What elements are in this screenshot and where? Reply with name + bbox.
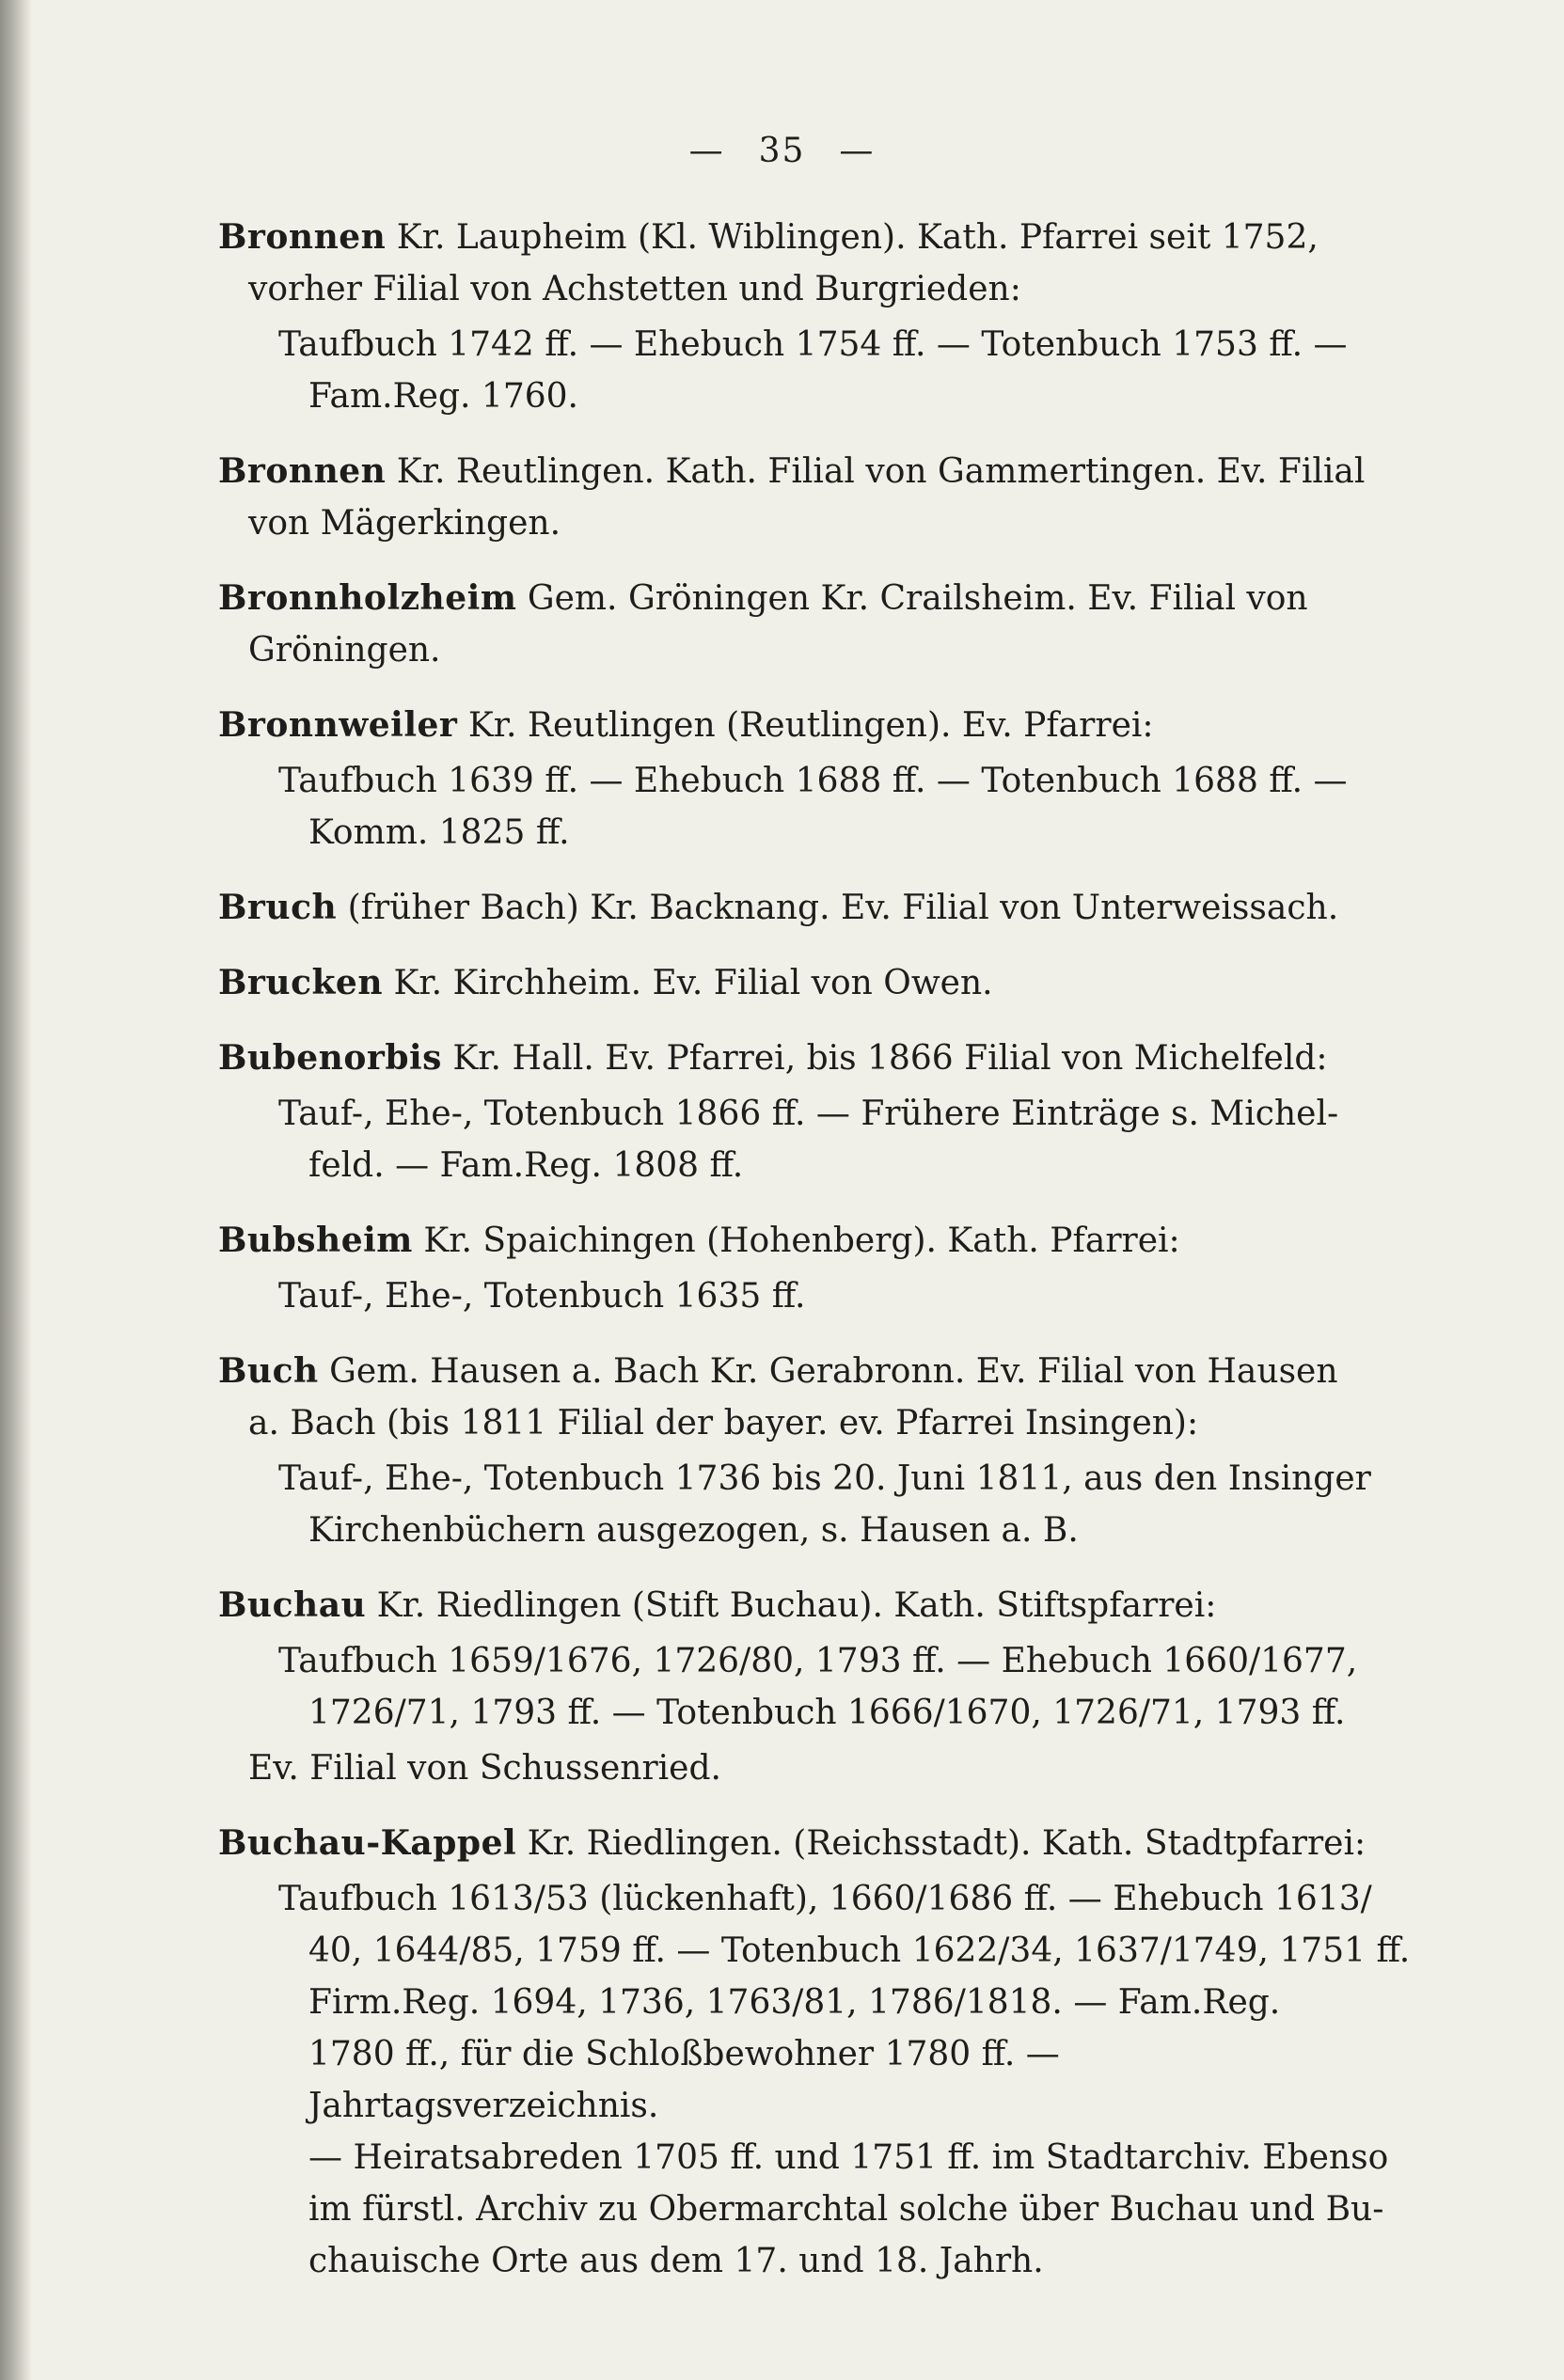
entry-text-line: Kr. Laupheim (Kl. Wiblingen). Kath. Pfarrei seit 1752, (396, 218, 1319, 257)
register-line: Taufbuch 1639 ff. — Ehebuch 1688 ff. — Totenbuch 1688 ff. — (278, 762, 1348, 800)
register-line: 1726/71, 1793 ff. — Totenbuch 1666/1670, 1726/71, 1793 ff. (308, 1694, 1346, 1732)
register-line: Ev. Filial von Schussenried. (248, 1749, 721, 1788)
register-line: chauische Orte aus dem 17. und 18. Jahrh. (308, 2242, 1044, 2280)
book-spine-shadow (0, 0, 32, 2380)
place-name: Buchau (218, 1585, 367, 1625)
register-list (218, 755, 1413, 859)
register-line: Firm.Reg. 1694, 1736, 1763/81, 1786/1818. — Fam.Reg. (308, 1983, 1281, 2022)
entry-text-line: Kr. Reutlingen. Kath. Filial von Gammertingen. Ev. Filial (396, 452, 1366, 491)
place-name: Buch (218, 1351, 319, 1391)
entry-head (218, 212, 1413, 315)
place-name: Buchau-Kappel (218, 1823, 517, 1863)
entry-text-line: Kr. Reutlingen (Reutlingen). Ev. Pfarrei: (467, 706, 1154, 745)
place-name: Bronnweiler (218, 705, 458, 745)
place-name: Bronnen (218, 451, 387, 491)
register-line: 1780 ff., für die Schloßbewohner 1780 ff. — Jahrtagsverzeichnis. (308, 2035, 1060, 2125)
entry-text-line: (früher Bach) Kr. Backnang. Ev. Filial von Unterweissach. (347, 889, 1339, 927)
entry-text-line: Kr. Hall. Ev. Pfarrei, bis 1866 Filial von Michelfeld: (452, 1039, 1328, 1078)
register-line: Taufbuch 1659/1676, 1726/80, 1793 ff. — Ehebuch 1660/1677, (278, 1642, 1358, 1680)
register-note (218, 1742, 1413, 1794)
entry-text-line: a. Bach (bis 1811 Filial der bayer. ev. Pfarrei Insingen): (248, 1404, 1199, 1442)
entry-buch (218, 1346, 1413, 1556)
entry-bubenorbis (218, 1032, 1413, 1191)
place-name: Bruch (218, 888, 338, 927)
register-line: Taufbuch 1742 ff. — Ehebuch 1754 ff. — Totenbuch 1753 ff. — (278, 325, 1348, 364)
register-list (218, 319, 1413, 422)
place-name: Bubsheim (218, 1221, 413, 1260)
entry-head (218, 1818, 1413, 1869)
entry-head (218, 1580, 1413, 1631)
entry-text-line: Kr. Spaichingen (Hohenberg). Kath. Pfarrei: (423, 1222, 1180, 1260)
entry-buchau (218, 1580, 1413, 1794)
entry-bronnholzheim (218, 573, 1413, 676)
entry-head (218, 882, 1413, 934)
place-name: Bronnen (218, 217, 387, 257)
entry-text-line: vorher Filial von Achstetten und Burgrieden: (248, 270, 1021, 308)
place-name: Bubenorbis (218, 1038, 442, 1078)
register-line: Tauf-, Ehe-, Totenbuch 1736 bis 20. Juni 1811, aus den Insinger (278, 1459, 1371, 1498)
entry-text-line: Kr. Riedlingen. (Reichsstadt). Kath. Stadtpfarrei: (527, 1824, 1367, 1863)
entry-head (218, 446, 1413, 549)
place-name: Bronnholzheim (218, 578, 517, 618)
entry-bruch (218, 882, 1413, 934)
entry-text-line: Kr. Kirchheim. Ev. Filial von Owen. (393, 964, 993, 1002)
page-number: — 35 — (688, 132, 876, 170)
entry-bronnweiler (218, 700, 1413, 859)
page-body (218, 212, 1413, 2310)
entry-head (218, 700, 1413, 751)
entry-buchau-kappel (218, 1818, 1413, 2287)
register-line: feld. — Fam.Reg. 1808 ff. (308, 1146, 744, 1185)
register-line: Fam.Reg. 1760. (308, 377, 578, 416)
register-line: im fürstl. Archiv zu Obermarchtal solche über Buchau und Bu- (308, 2190, 1384, 2229)
entry-bubsheim (218, 1215, 1413, 1322)
place-name: Brucken (218, 963, 384, 1002)
entry-brucken (218, 957, 1413, 1009)
entry-bronnen-reutlingen (218, 446, 1413, 549)
register-list (218, 1453, 1413, 1556)
entry-text-line: Gem. Gröningen Kr. Crailsheim. Ev. Filial von (527, 579, 1308, 618)
entry-head (218, 957, 1413, 1009)
entry-text-line: von Mägerkingen. (248, 504, 561, 543)
register-line: Komm. 1825 ff. (308, 813, 570, 852)
entry-text-line: Gem. Hausen a. Bach Kr. Gerabronn. Ev. Filial von Hausen (329, 1352, 1338, 1391)
register-list (218, 1873, 1413, 2287)
register-line: — Heiratsabreden 1705 ff. und 1751 ff. im Stadtarchiv. Ebenso (308, 2138, 1389, 2177)
entry-text-line: Kr. Riedlingen (Stift Buchau). Kath. Stiftspfarrei: (376, 1586, 1217, 1625)
entry-head (218, 573, 1413, 676)
register-line: 40, 1644/85, 1759 ff. — Totenbuch 1622/34, 1637/1749, 1751 ff. (308, 1931, 1411, 1970)
entry-text-line: Gröningen. (248, 631, 441, 670)
register-list (218, 1088, 1413, 1191)
register-line: Taufbuch 1613/53 (lückenhaft), 1660/1686 ff. — Ehebuch 1613/ (278, 1880, 1372, 1918)
register-list (218, 1270, 1413, 1322)
register-line: Kirchenbüchern ausgezogen, s. Hausen a. B. (308, 1511, 1079, 1550)
register-line: Tauf-, Ehe-, Totenbuch 1866 ff. — Frühere Einträge s. Michel- (278, 1095, 1339, 1133)
entry-bronnen-laupheim (218, 212, 1413, 422)
entry-head (218, 1032, 1413, 1084)
entry-head (218, 1346, 1413, 1449)
register-line: Tauf-, Ehe-, Totenbuch 1635 ff. (278, 1277, 806, 1316)
register-list (218, 1635, 1413, 1739)
entry-head (218, 1215, 1413, 1267)
